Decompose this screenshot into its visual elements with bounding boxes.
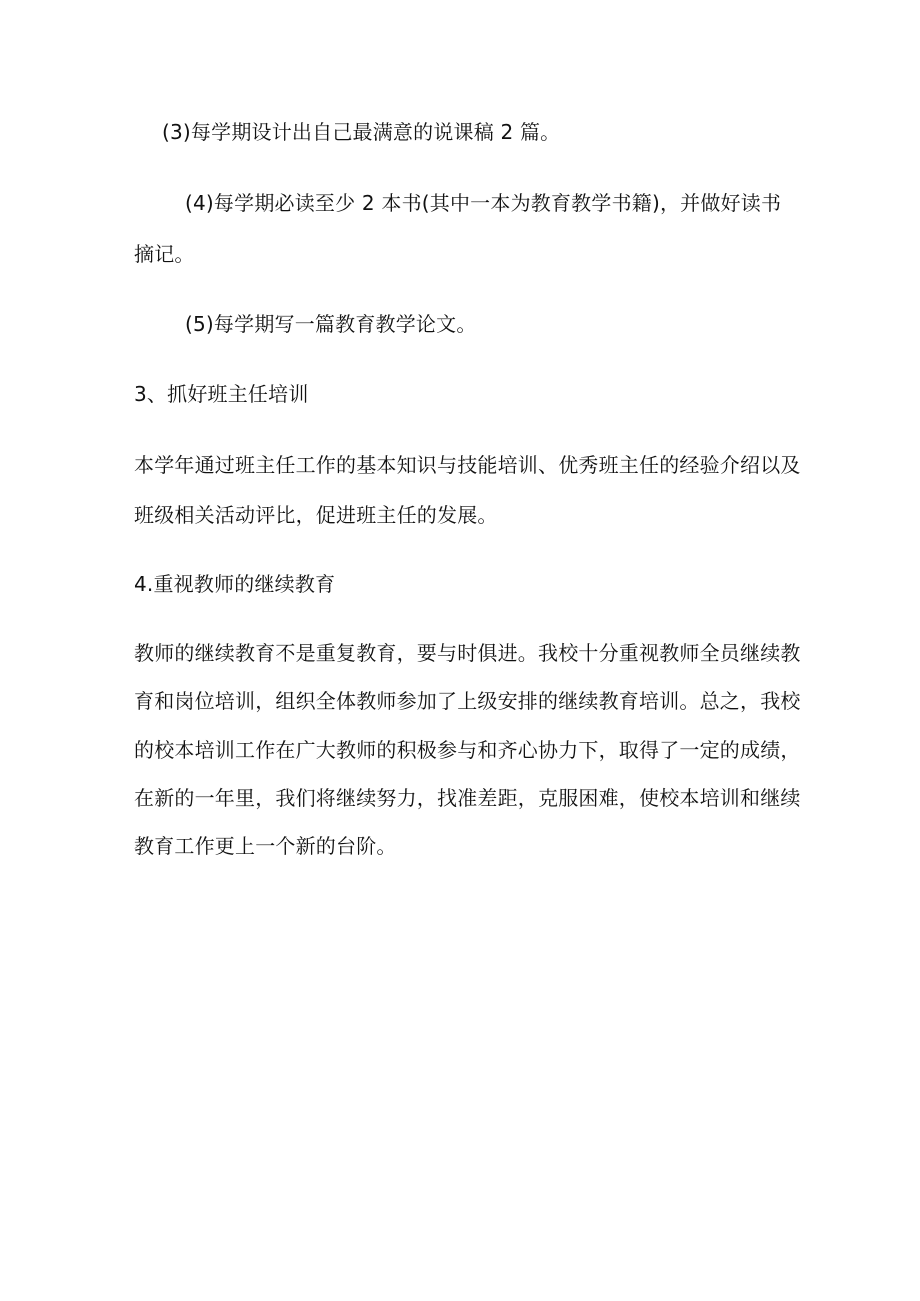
list-item-4-line-2: 摘记。 xyxy=(134,242,195,266)
section-3-heading: 3、抓好班主任培训 xyxy=(134,382,309,406)
list-item-4-line-1: (4)每学期必读至少 2 本书(其中一本为教育教学书籍)，并做好读书 xyxy=(185,191,782,215)
section-3-paragraph-line-1: 本学年通过班主任工作的基本知识与技能培训、优秀班主任的经验介绍以及 xyxy=(134,453,801,477)
list-item-5: (5)每学期写一篇教育教学论文。 xyxy=(185,312,477,336)
section-4-paragraph-line-4: 在新的一年里，我们将继续努力，找准差距，克服困难，使校本培训和继续 xyxy=(134,786,801,810)
section-4-paragraph-line-1: 教师的继续教育不是重复教育，要与时俱进。我校十分重视教师全员继续教 xyxy=(134,641,801,665)
list-item-3: (3)每学期设计出自己最满意的说课稿 2 篇。 xyxy=(162,120,561,144)
section-4-heading: 4.重视教师的继续教育 xyxy=(134,572,336,596)
section-4-paragraph-line-3: 的校本培训工作在广大教师的积极参与和齐心协力下，取得了一定的成绩， xyxy=(134,738,801,762)
section-4-paragraph-line-5: 教育工作更上一个新的台阶。 xyxy=(134,834,397,858)
section-3-paragraph-line-2: 班级相关活动评比，促进班主任的发展。 xyxy=(134,503,498,527)
section-4-paragraph-line-2: 育和岗位培训，组织全体教师参加了上级安排的继续教育培训。总之，我校 xyxy=(134,689,801,713)
